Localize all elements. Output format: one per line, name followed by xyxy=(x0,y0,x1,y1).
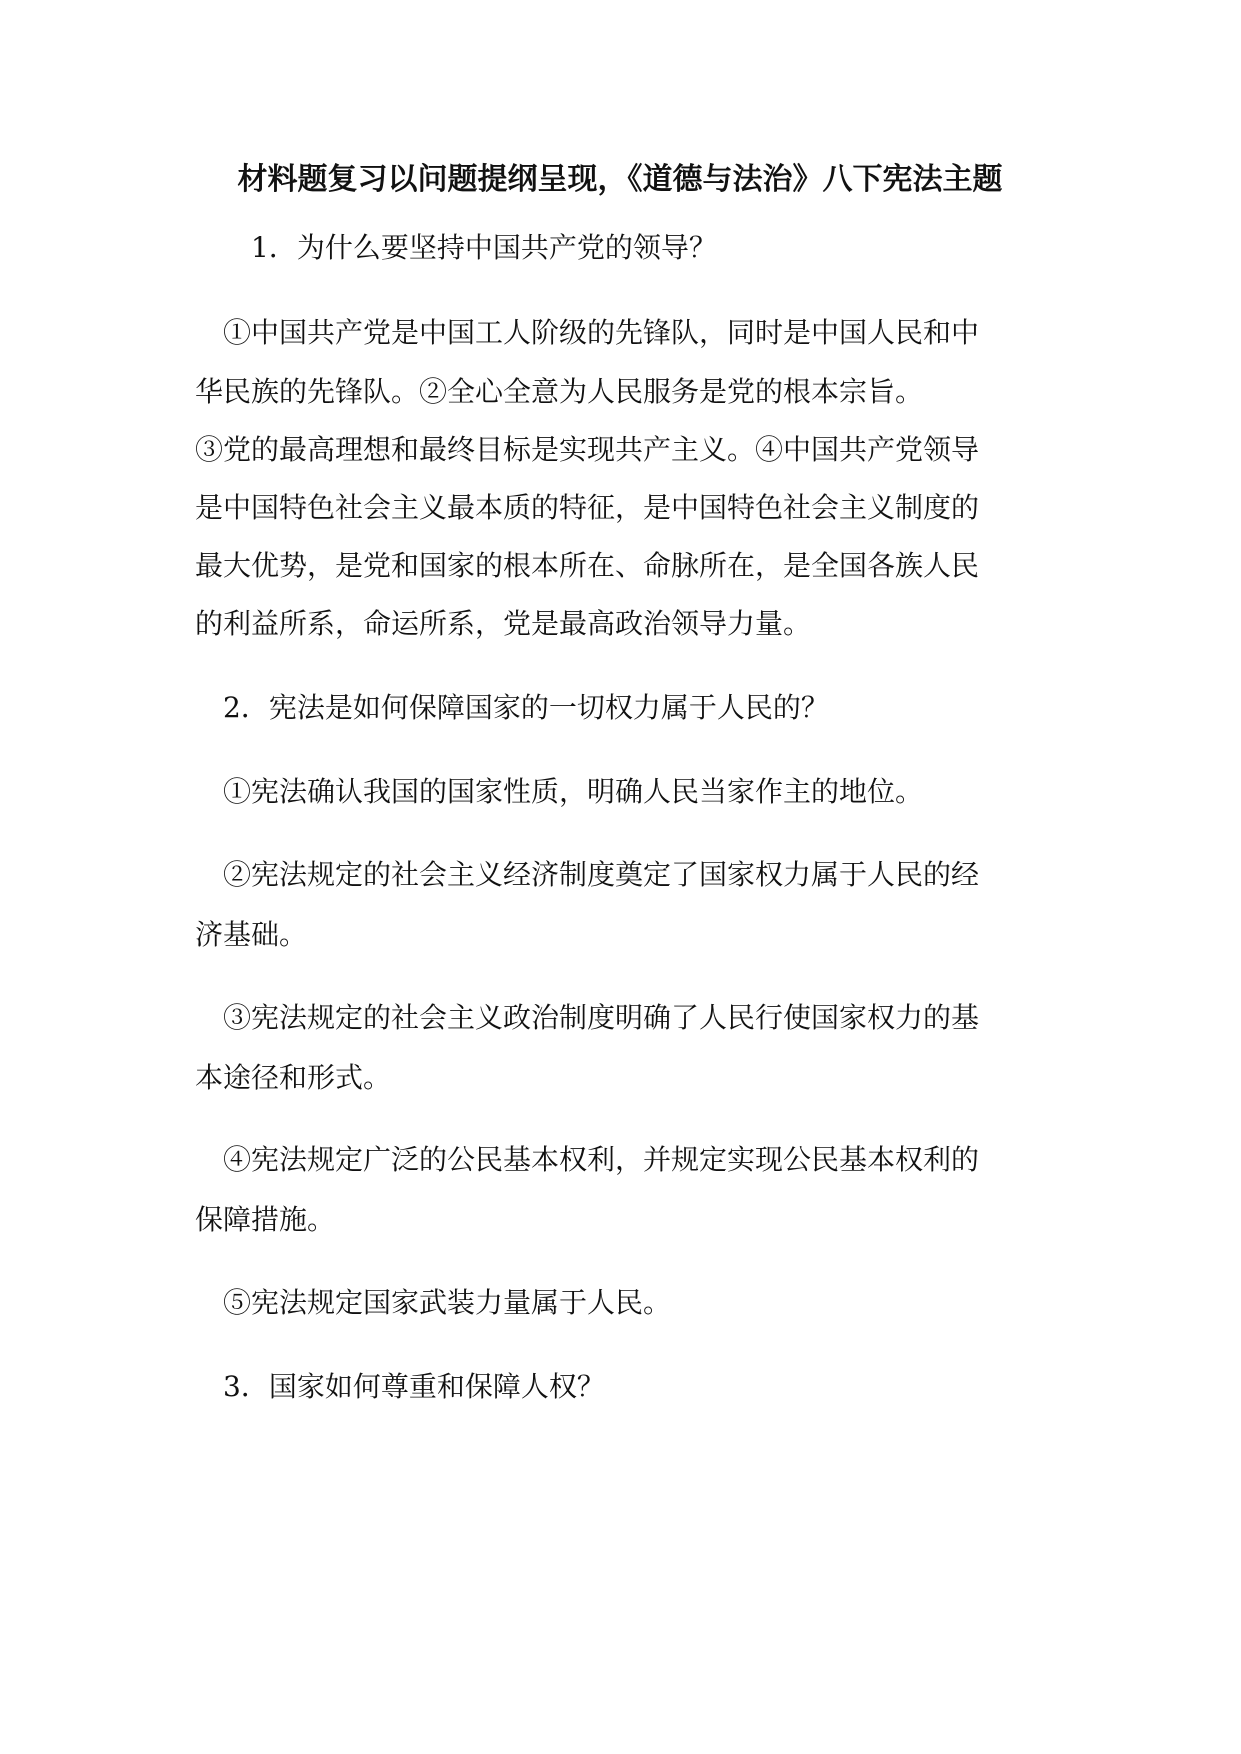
q2-point-3-line-1: ③宪法规定的社会主义政治制度明确了人民行使国家权力的基 xyxy=(223,1001,980,1034)
q1-answer-line-2: 华民族的先锋队。②全心全意为人民服务是党的根本宗旨。 xyxy=(195,375,924,408)
question-2-heading: 2．宪法是如何保障国家的一切权力属于人民的？ xyxy=(223,691,829,724)
q2-point-1: ①宪法确认我国的国家性质，明确人民当家作主的地位。 xyxy=(223,775,924,808)
q2-point-4-line-2: 保障措施。 xyxy=(195,1203,336,1236)
question-3-heading: 3．国家如何尊重和保障人权？ xyxy=(223,1370,605,1403)
q2-point-2-line-2: 济基础。 xyxy=(195,918,308,951)
question-1-heading: 1．为什么要坚持中国共产党的领导？ xyxy=(251,231,717,264)
q2-point-3-line-2: 本途径和形式。 xyxy=(195,1061,392,1094)
q1-answer-line-3: ③党的最高理想和最终目标是实现共产主义。④中国共产党领导 xyxy=(195,433,980,466)
q1-answer-line-6: 的利益所系，命运所系，党是最高政治领导力量。 xyxy=(195,607,812,640)
q2-point-4-line-1: ④宪法规定广泛的公民基本权利，并规定实现公民基本权利的 xyxy=(223,1143,980,1176)
q1-answer-line-1: ①中国共产党是中国工人阶级的先锋队，同时是中国人民和中 xyxy=(223,316,980,349)
q2-point-2-line-1: ②宪法规定的社会主义经济制度奠定了国家权力属于人民的经 xyxy=(223,858,980,891)
document-title: 材料题复习以问题提纲呈现，《道德与法治》八下宪法主题 xyxy=(237,162,1003,197)
q1-answer-line-4: 是中国特色社会主义最本质的特征，是中国特色社会主义制度的 xyxy=(195,491,980,524)
q2-point-5: ⑤宪法规定国家武装力量属于人民。 xyxy=(223,1286,672,1319)
q1-answer-line-5: 最大优势，是党和国家的根本所在、命脉所在，是全国各族人民 xyxy=(195,549,980,582)
